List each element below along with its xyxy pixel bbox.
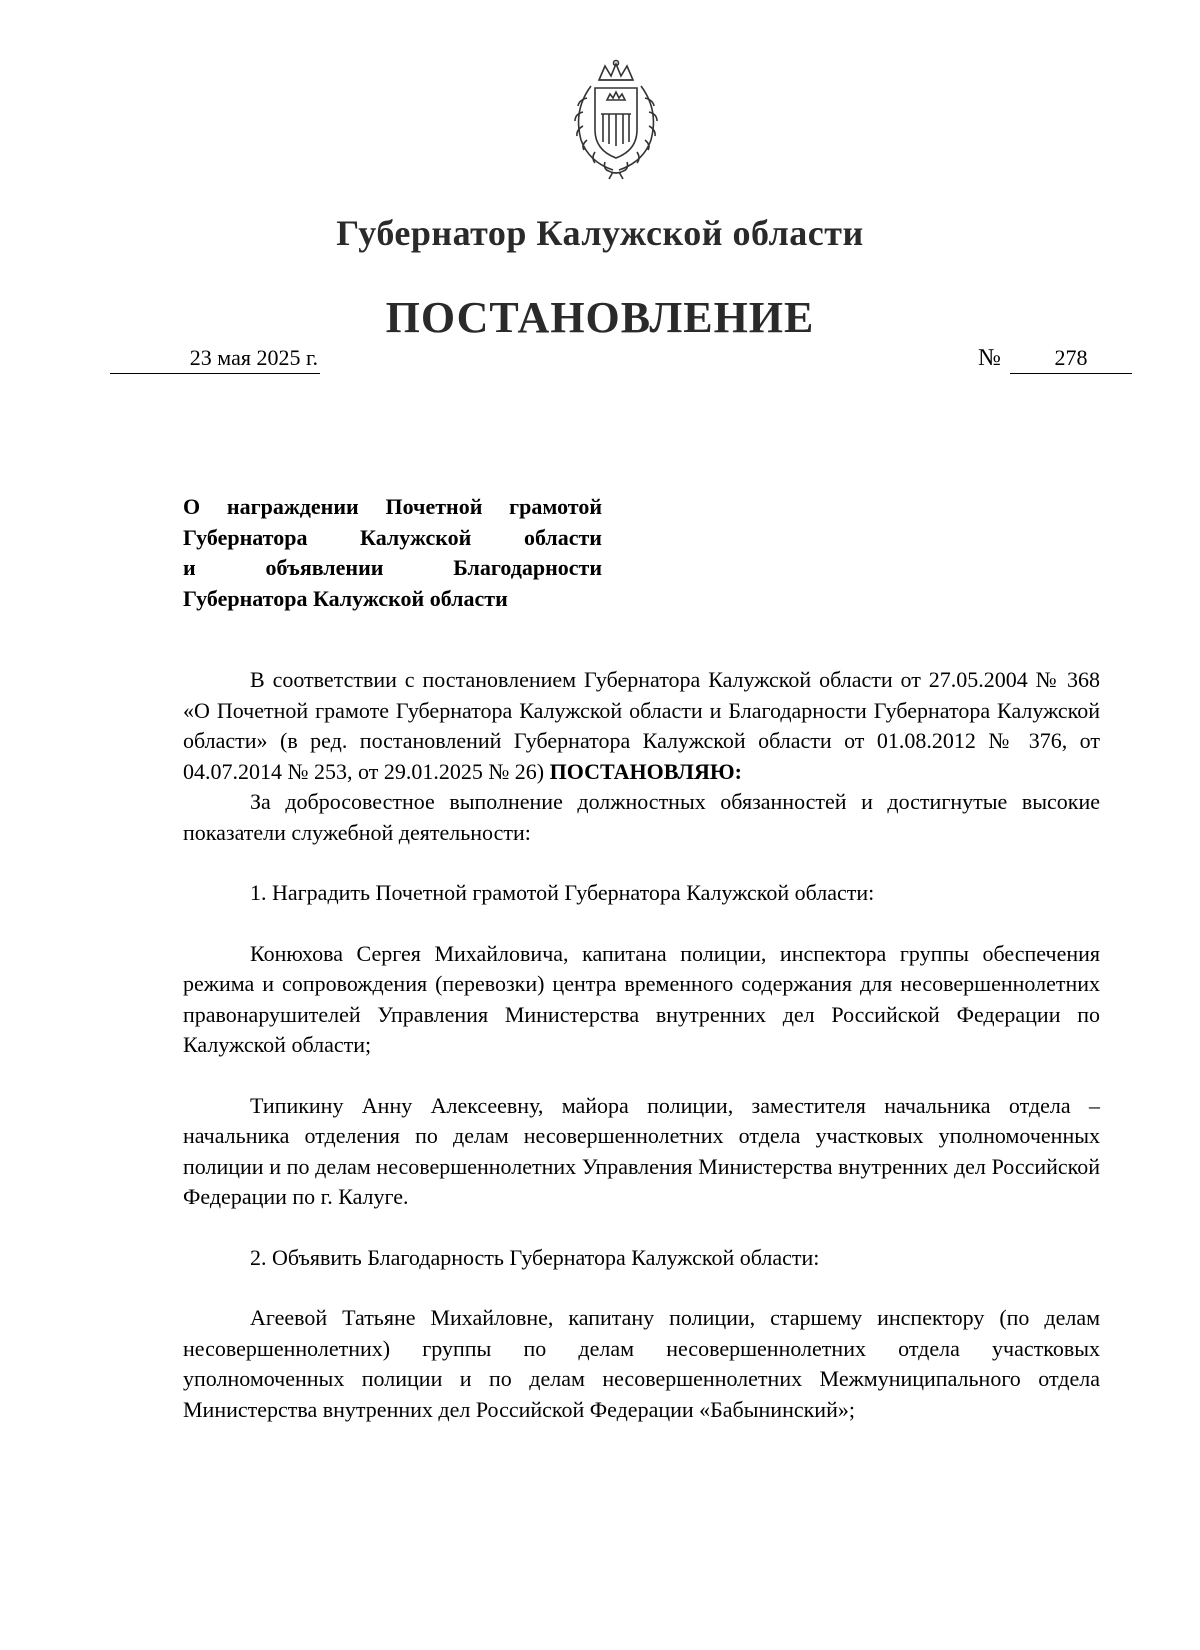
subject-line: О награждении Почетной грамотой <box>183 494 602 519</box>
document-date: 23 мая 2025 г. <box>110 343 320 374</box>
document-subject <box>183 492 602 614</box>
document-body <box>183 665 1100 1425</box>
coat-of-arms-icon <box>555 58 677 180</box>
preamble-text: В соответствии с постановлением Губернатора Калужской области от 27.05.2004 № 368 «О Почетной грамоте Губернатора Калужской области и Благодарности Губернатора Калужской области» (в ред. постановлений Губернатора Калужской области от 01.08.2012 № 376, от 04.07.2014 № 253, от 29.01.2025 № 26) <box>183 667 1100 784</box>
issuer-title: Губернатор Калужской области <box>336 213 864 253</box>
number-label: № <box>978 345 1001 371</box>
award-person-paragraph: Конюхова Сергея Михайловича, капитана полиции, инспектора группы обеспечения режима и сопровождения (перевозки) центра временного содержания для несовершеннолетних правонарушителей Управления Министерства внутренних дел Российской Федерации по Калужской области; <box>183 940 1100 1057</box>
document-number: 278 <box>1010 343 1132 374</box>
subject-line: Губернатора Калужской области <box>183 524 602 550</box>
basis-paragraph: За добросовестное выполнение должностных обязанностей и достигнутые высокие показатели служебной деятельности: <box>183 789 1100 845</box>
subject-line: Губернатора Калужской области <box>183 585 508 611</box>
item1-heading: 1. Наградить Почетной грамотой Губернатора Калужской области: <box>250 880 875 905</box>
preamble-paragraph <box>183 665 1100 787</box>
gratitude-person-paragraph: Агеевой Татьяне Михайловне, капитану полиции, старшему инспектору (по делам несовершеннолетних) группы по делам несовершеннолетних отдела участковых уполномоченных полиции и по делам несовершеннолетних Межмуниципального отдела Министерства внутренних дел Российской Федерации «Бабынинский»; <box>183 1305 1100 1422</box>
decree-word: ПОСТАНОВЛЯЮ: <box>549 758 742 784</box>
document-type-title: ПОСТАНОВЛЕНИЕ <box>385 293 815 342</box>
subject-line: и объявлении Благодарности <box>183 555 602 580</box>
item2-heading: 2. Объявить Благодарность Губернатора Калужской области: <box>250 1244 820 1270</box>
award-person-paragraph: Типикину Анну Алексеевну, майора полиции, заместителя начальника отдела – начальника отделения по делам несовершеннолетних отдела участковых уполномоченных полиции и по делам несовершеннолетних Управления Министерства внутренних дел Российской Федерации по г. Калуге. <box>183 1092 1100 1209</box>
